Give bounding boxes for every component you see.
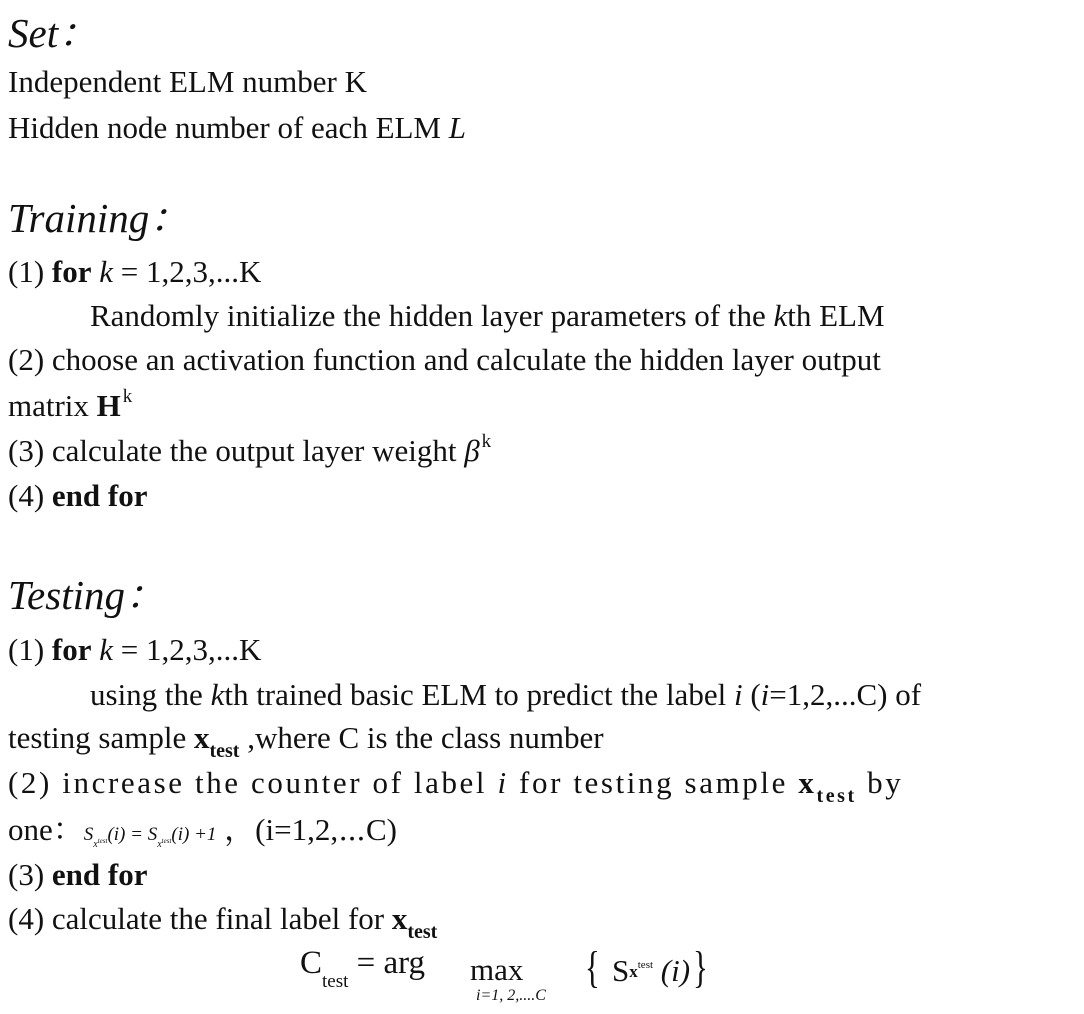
training-step-1 <box>8 254 261 290</box>
text: one： <box>8 812 84 847</box>
f-end: (i) +1 <box>171 824 217 845</box>
equals-arg: = arg <box>348 945 426 981</box>
f-S1: S <box>83 824 94 845</box>
text: ,where C is the class number <box>239 720 604 755</box>
keyword-for: for <box>51 632 92 667</box>
max-operator: max <box>470 952 524 987</box>
set-line-elm-number: Independent ELM number K <box>8 64 367 99</box>
x-sub: x <box>629 962 638 981</box>
set-heading: Set： <box>8 10 100 56</box>
set-line-hidden-nodes <box>8 110 466 146</box>
keyword-end-for: end for <box>51 857 148 892</box>
text: for testing sample <box>508 765 799 800</box>
var-i: i <box>497 765 509 800</box>
text: (4) <box>8 478 52 513</box>
beta-symbol: β <box>464 433 480 468</box>
text: (4) calculate the final label for <box>8 901 392 936</box>
var-k: k <box>99 254 114 289</box>
right-brace: } <box>693 943 708 992</box>
var-k: k <box>210 677 225 712</box>
testing-step-1 <box>8 632 261 668</box>
counter-formula <box>83 824 217 850</box>
training-step-1-body <box>90 298 885 334</box>
S-symbol: S <box>612 953 630 988</box>
var-i: i <box>760 677 770 712</box>
text: th trained basic ELM to predict the label <box>224 677 734 712</box>
var-x: x <box>391 901 408 936</box>
s-term <box>612 953 690 989</box>
text: (1) <box>8 254 52 289</box>
final-formula-lhs <box>300 945 426 992</box>
var-x: x <box>798 765 817 800</box>
text: by <box>856 765 904 800</box>
testing-heading: Testing： <box>8 572 166 618</box>
f-x2: x <box>157 839 162 850</box>
C-symbol: C <box>300 945 323 981</box>
arg-i: (i) <box>653 953 691 988</box>
testing-step-4 <box>8 901 437 941</box>
text: ，(i=1,2,⋯C) <box>216 812 397 847</box>
text: using the <box>90 677 211 712</box>
text: =1,2,...C) of <box>769 677 922 712</box>
testing-step-2 <box>8 765 903 805</box>
f-t2: test <box>161 837 172 845</box>
testing-step-2-cont <box>8 812 397 856</box>
keyword-end-for: end for <box>51 478 148 513</box>
text: (3) calculate the output layer weight <box>8 433 465 468</box>
training-step-3 <box>8 433 491 474</box>
testing-step-3 <box>8 857 147 893</box>
max-subscript: i=1, 2,....C <box>476 987 546 1004</box>
text: (1) <box>8 632 52 667</box>
testing-step-1-body <box>90 677 921 713</box>
text: matrix <box>8 388 97 423</box>
text: (3) <box>8 857 52 892</box>
subscript-test: test <box>816 785 857 807</box>
text: Hidden node number of each ELM <box>8 110 449 145</box>
training-step-2: (2) choose an activation function and calculate the hidden layer output <box>8 342 881 377</box>
keyword-for: for <box>51 254 92 289</box>
training-step-2-cont <box>8 388 132 429</box>
superscript-k: k <box>122 386 133 407</box>
subscript-test: test <box>407 921 438 943</box>
var-k: k <box>99 632 114 667</box>
training-step-4 <box>8 478 147 514</box>
f-t1: test <box>97 837 108 845</box>
f-mid: (i) = S <box>107 824 158 845</box>
var-k: k <box>773 298 788 333</box>
C-subscript: test <box>322 971 349 992</box>
f-x1: x <box>93 839 98 850</box>
left-brace: { <box>585 943 600 992</box>
matrix-H: H <box>96 388 121 423</box>
text: testing sample <box>8 720 194 755</box>
testing-step-1-cont <box>8 720 604 760</box>
superscript-k: k <box>481 431 492 452</box>
var-i: i <box>733 677 743 712</box>
var-x: x <box>193 720 210 755</box>
text: = 1,2,3,...K <box>113 254 262 289</box>
var-L: L <box>448 110 467 145</box>
subscript-test: test <box>209 740 240 762</box>
text: (2) increase the counter of label <box>8 765 498 800</box>
text: = 1,2,3,...K <box>113 632 262 667</box>
text: th ELM <box>787 298 885 333</box>
test-sup: test <box>637 959 654 971</box>
training-heading: Training： <box>8 195 191 241</box>
text: ( <box>742 677 761 712</box>
text: Randomly initialize the hidden layer parameters of the <box>90 298 774 333</box>
